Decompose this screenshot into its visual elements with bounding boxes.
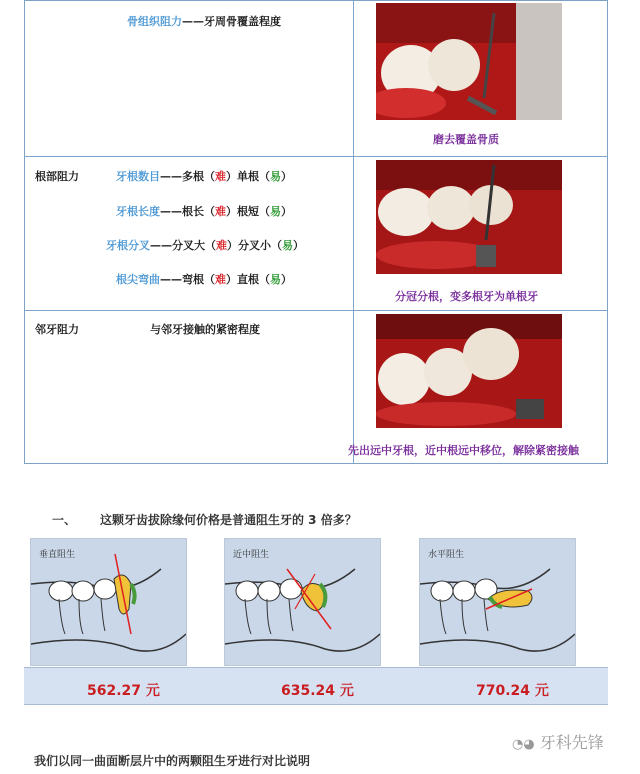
root-item-hard-value: 弯根 — [182, 273, 204, 286]
dash: —— — [160, 170, 182, 183]
difficulty-easy: 易 — [282, 239, 293, 252]
root-item-hard-value: 根长 — [182, 205, 204, 218]
price-horizontal: 770.24 元 — [476, 683, 549, 699]
root-item-label: 牙根数目 — [116, 170, 160, 183]
difficulty-hard: 难 — [216, 239, 227, 252]
root-resistance-title: 根部阻力 — [35, 170, 79, 183]
root-item-hard-value: 分叉大 — [172, 239, 205, 252]
row-divider — [25, 156, 607, 157]
watermark-text: 牙科先锋 — [539, 733, 604, 752]
price-mesial: 635.24 元 — [281, 683, 354, 699]
wechat-icon: ◔◕ — [512, 737, 535, 752]
xray-label: 水平阻生 — [428, 550, 465, 560]
surgery-photo-root — [376, 160, 562, 274]
root-item-hard-value: 多根 — [182, 170, 204, 183]
xray-mesial — [224, 538, 381, 666]
difficulty-easy: 易 — [270, 205, 281, 218]
price-vertical: 562.27 元 — [87, 683, 160, 699]
root-item-label: 根尖弯曲 — [116, 273, 160, 286]
row-divider — [25, 310, 607, 311]
bone-resistance-desc: ——牙周骨覆盖程度 — [182, 15, 281, 28]
watermark — [512, 730, 604, 753]
xray-horizontal — [419, 538, 576, 666]
surgery-photo-bone — [376, 3, 562, 120]
bottom-description: 我们以同一曲面断层片中的两颗阻生牙进行对比说明 — [34, 754, 311, 768]
root-item-label: 牙根长度 — [116, 205, 160, 218]
surgery-photo-adjacent — [376, 314, 562, 428]
difficulty-hard: 难 — [215, 205, 226, 218]
caption-adjacent: 先出远中牙根，近中根远中移位，解除紧密接触 — [348, 444, 579, 457]
bone-resistance-criteria — [127, 13, 281, 29]
difficulty-hard: 难 — [215, 273, 226, 286]
difficulty-hard: 难 — [215, 170, 226, 183]
adjacent-resistance-title: 邻牙阻力 — [35, 323, 79, 336]
xray-label: 近中阻生 — [233, 550, 270, 560]
root-item: 牙根数目——多根（难）单根（易） — [116, 170, 292, 183]
xray-vertical — [30, 538, 187, 666]
adjacent-resistance-desc: 与邻牙接触的紧密程度 — [150, 323, 260, 336]
root-item: 牙根分叉——分叉大（难）分叉小（易） — [106, 239, 304, 252]
bone-resistance-label: 骨组织阻力 — [127, 15, 182, 28]
dash: —— — [160, 205, 182, 218]
caption-bone: 磨去覆盖骨质 — [433, 133, 499, 146]
caption-root: 分冠分根，变多根牙为单根牙 — [395, 290, 538, 303]
column-divider — [353, 1, 354, 463]
section-title: 这颗牙齿拔除缘何价格是普通阻生牙的 3 倍多？ — [100, 513, 357, 527]
root-item-easy-value: 直根 — [237, 273, 259, 286]
root-item-label: 牙根分叉 — [106, 239, 150, 252]
root-item-easy-value: 单根 — [237, 170, 259, 183]
difficulty-easy: 易 — [270, 273, 281, 286]
dash: —— — [150, 239, 172, 252]
root-item: 牙根长度——根长（难）根短（易） — [116, 205, 292, 218]
difficulty-easy: 易 — [270, 170, 281, 183]
root-item-easy-value: 根短 — [237, 205, 259, 218]
section-number: 一、 — [52, 513, 77, 527]
dash: —— — [160, 273, 182, 286]
root-item-easy-value: 分叉小 — [238, 239, 271, 252]
xray-label: 垂直阻生 — [39, 550, 76, 560]
root-item: 根尖弯曲——弯根（难）直根（易） — [116, 273, 292, 286]
